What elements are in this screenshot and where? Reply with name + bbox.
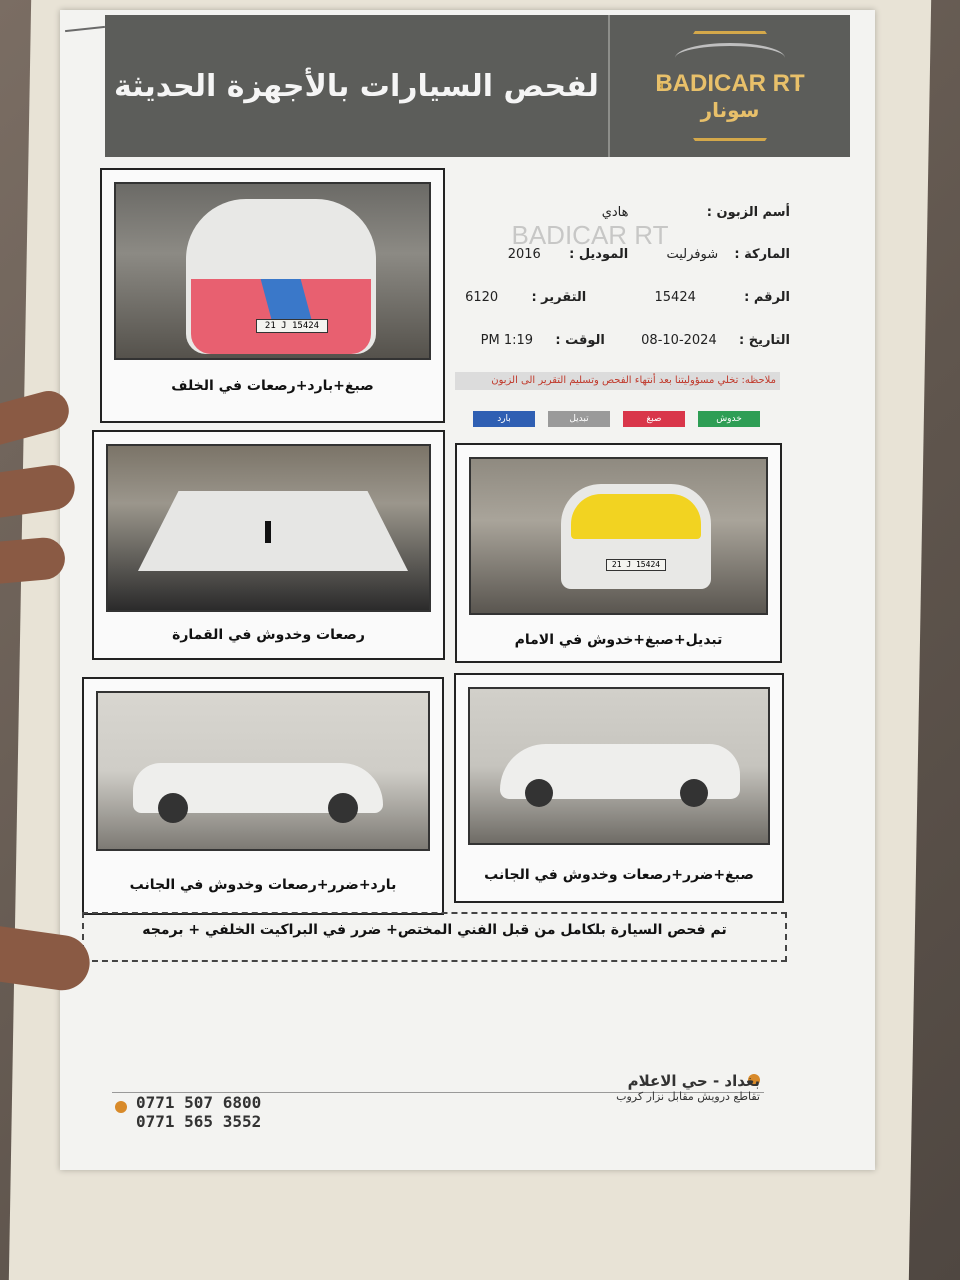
report-label: التقرير : [531, 290, 587, 305]
staple-left [65, 26, 105, 32]
address-line2: تقاطع درويش مقابل نزار كروب [616, 1090, 760, 1103]
address-line1: بغداد - حي الاعلام [627, 1072, 760, 1090]
caption-rear: صبغ+بارد+رصعات في الخلف [171, 378, 374, 394]
logo-name: BADICAR RT [655, 70, 805, 97]
logo-car-icon [675, 43, 785, 73]
wheel-icon [328, 793, 358, 823]
number-label: الرقم : [744, 290, 790, 305]
company-address [616, 1072, 760, 1103]
model-label: الموديل : [569, 247, 629, 262]
logo-watermark: BADICAR RT [511, 219, 669, 250]
time-value: 1:19 PM [480, 333, 534, 348]
plate-rear: 21 J 15424 [256, 319, 328, 333]
photo-roof [106, 444, 431, 612]
panel-front [455, 443, 782, 663]
phone-numbers [112, 1093, 261, 1131]
panel-side-left [82, 677, 444, 915]
date-value: 2024-10-08 [641, 333, 717, 348]
caption-side-left: بارد+ضرر+رصعات وخدوش في الجانب [129, 877, 397, 893]
logo-subtitle: سونار [700, 98, 760, 122]
photo-side-left [96, 691, 430, 851]
antenna-icon [265, 521, 271, 543]
customer-value: هادي [601, 205, 629, 220]
photo-side-right [468, 687, 770, 845]
photo-front [469, 457, 768, 615]
date-label: التاريخ : [739, 333, 790, 348]
caption-front: تبديل+صبغ+خدوش في الامام [514, 632, 723, 648]
model-value: 2016 [507, 247, 541, 262]
plate-front: 21 J 15424 [606, 559, 666, 571]
caption-roof: رصعات وخدوش في القمارة [172, 627, 365, 643]
panel-roof [92, 430, 445, 660]
wheel-icon [680, 779, 708, 807]
legend-scratches: خدوش [698, 411, 760, 427]
caption-side-right: صبغ+ضرر+رصعات وخدوش في الجانب [484, 867, 754, 883]
legend-replaced: تبديل [548, 411, 610, 427]
brand-label: الماركة : [734, 247, 790, 262]
wheel-icon [525, 779, 553, 807]
panel-rear [100, 168, 445, 423]
report-header [105, 15, 850, 157]
wheel-icon [158, 793, 188, 823]
phone-1: 0771 507 6800 [136, 1093, 262, 1112]
inspection-summary: تم فحص السيارة بلكامل من قبل الفني المختص+ ضرر في البراكيت الخلفي + برمجه [82, 912, 787, 962]
customer-label: أسم الزبون : [706, 205, 790, 220]
header-title: لفحص السيارات بالأجهزة الحديثة [105, 15, 610, 157]
legend-cold: بارد [473, 411, 535, 427]
panel-side-right [454, 673, 784, 903]
phone-2: 0771 565 3552 [136, 1112, 262, 1131]
disclaimer-note: ملاحظه: تخلي مسؤوليتنا بعد أنتهاء الفحص وتسليم التقرير الى الزبون [455, 372, 780, 390]
legend-paint: صبغ [623, 411, 685, 427]
photo-rear [114, 182, 431, 360]
number-value: 15424 [654, 290, 696, 305]
time-label: الوقت : [555, 333, 605, 348]
replaced-highlight-front [571, 494, 701, 539]
car-roof-body [138, 491, 408, 571]
report-value: 6120 [465, 290, 499, 305]
company-logo [610, 15, 850, 157]
brand-value: شوفرليت [666, 247, 719, 262]
